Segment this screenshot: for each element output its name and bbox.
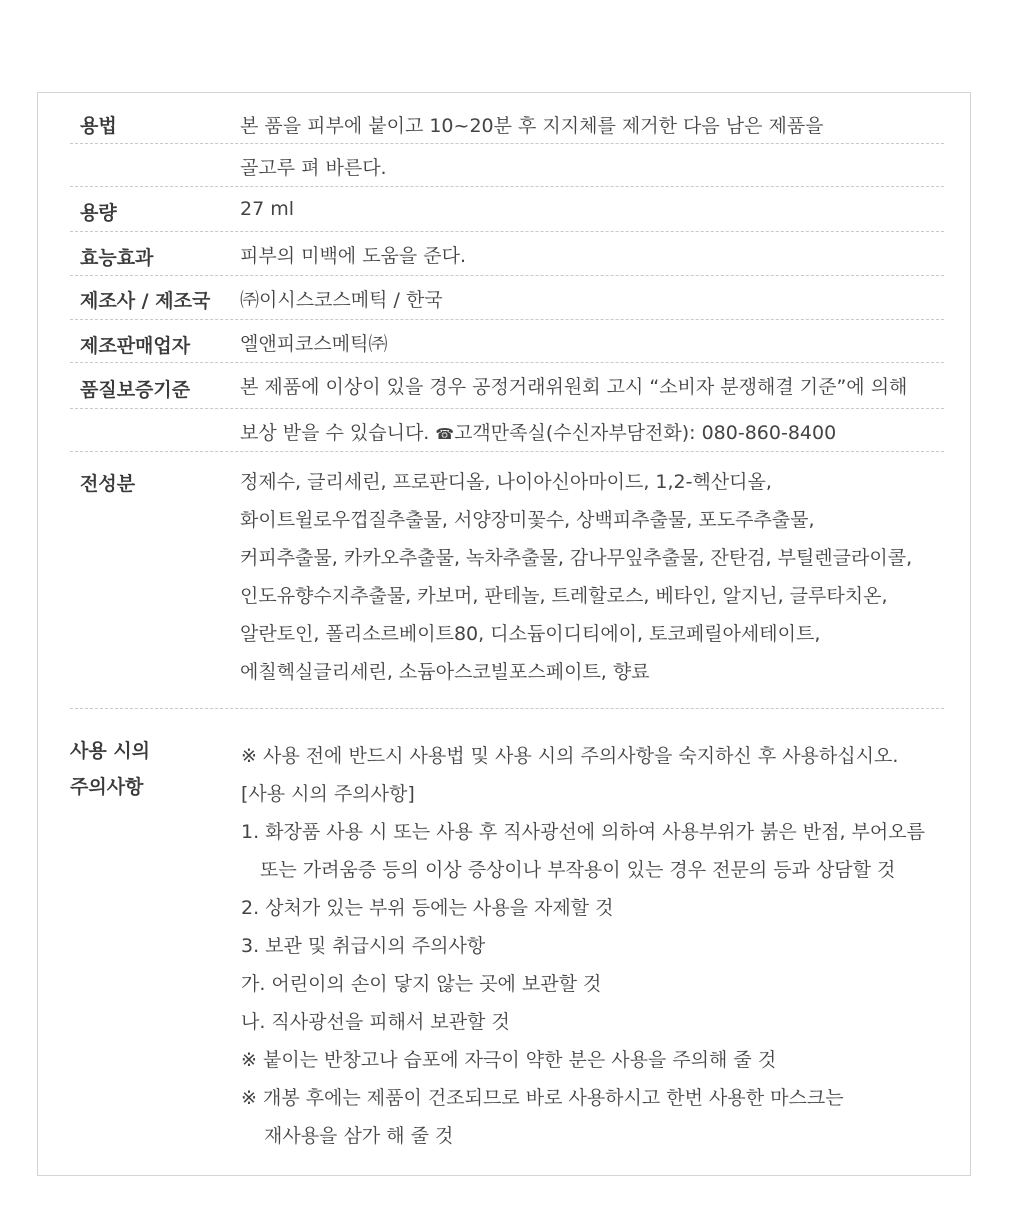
manufacturer-value: ㈜이시스코스메틱 / 한국 [240,289,443,311]
manufacturer-label: 제조사 / 제조국 [80,290,211,312]
row-quality [70,363,944,409]
caution-line: ※ 사용 전에 반드시 사용법 및 사용 시의 주의사항을 숙지하신 후 사용하십시오. [241,745,899,767]
ingredients-label: 전성분 [80,473,136,495]
ingredients-line: 커피추출물, 카카오추출물, 녹차추출물, 감나무잎추출물, 잔탄검, 부틸렌글라이콜, [240,547,913,569]
caution-label-line-2: 주의사항 [70,776,144,798]
quality-line-1: 본 제품에 이상이 있을 경우 공정거래위원회 고시 “소비자 분쟁해결 기준”에 의해 [240,376,908,398]
efficacy-value: 피부의 미백에 도움을 준다. [240,245,467,267]
product-info-panel [37,92,971,1176]
caution-line: [사용 시의 주의사항] [241,783,415,805]
caution-label-line-1: 사용 시의 [70,740,151,762]
ingredients-line: 정제수, 글리세린, 프로판디올, 나이아신아마이드, 1,2-헥산디올, [240,471,772,493]
caution-line: 가. 어린이의 손이 닿지 않는 곳에 보관할 것 [241,973,602,995]
caution-line: ※ 개봉 후에는 제품이 건조되므로 바로 사용하시고 한번 사용한 마스크는 [241,1087,844,1109]
ingredients-line: 인도유향수지추출물, 카보머, 판테놀, 트레할로스, 베타인, 알지닌, 글루타치온, [240,585,888,607]
quality-line-2-prefix: 보상 받을 수 있습니다. [240,422,436,444]
row-efficacy [70,232,944,276]
ingredients-line: 알란토인, 폴리소르베이트80, 디소듐이디티에이, 토코페릴아세테이트, [240,623,821,645]
caution-line: 1. 화장품 사용 시 또는 사용 후 직사광선에 의하여 사용부위가 붉은 반점, 부어오름 [241,821,925,843]
row-distributor [70,320,944,363]
quality-line-2-suffix: 고객만족실(수신자부담전화): 080-860-8400 [454,422,837,444]
usage-line-1: 본 품을 피부에 붙이고 10~20분 후 지지체를 제거한 다음 남은 제품을 [240,115,824,137]
distributor-value: 엘앤피코스메틱㈜ [240,333,388,355]
volume-label: 용량 [80,202,117,224]
quality-line-2 [240,418,836,445]
distributor-label: 제조판매업자 [80,335,191,357]
ingredients-line: 화이트윌로우껍질추출물, 서양장미꽃수, 상백피추출물, 포도주추출물, [240,509,815,531]
row-ingredients [70,452,944,709]
caution-line: 2. 상처가 있는 부위 등에는 사용을 자제할 것 [241,897,614,919]
ingredients-line: 에칠헥실글리세린, 소듐아스코빌포스페이트, 향료 [240,661,650,683]
caution-line: 또는 가려움증 등의 이상 증상이나 부작용이 있는 경우 전문의 등과 상담할 것 [260,859,896,881]
phone-icon: ☎ [435,425,455,443]
row-quality-cont [70,409,944,452]
efficacy-label: 효능효과 [80,247,154,269]
row-usage-cont [70,144,944,187]
caution-line: 나. 직사광선을 피해서 보관할 것 [241,1011,510,1033]
caution-line: 3. 보관 및 취급시의 주의사항 [241,935,486,957]
caution-label [70,733,150,805]
quality-label: 품질보증기준 [80,379,191,401]
row-volume [70,187,944,232]
usage-label: 용법 [80,115,117,137]
usage-line-2: 골고루 펴 바른다. [240,157,387,179]
row-usage [70,103,944,144]
volume-value: 27 ml [240,198,295,220]
caution-line: 재사용을 삼가 해 줄 것 [264,1125,454,1147]
row-manufacturer [70,276,944,320]
caution-line: ※ 붙이는 반창고나 습포에 자극이 약한 분은 사용을 주의해 줄 것 [241,1049,777,1071]
